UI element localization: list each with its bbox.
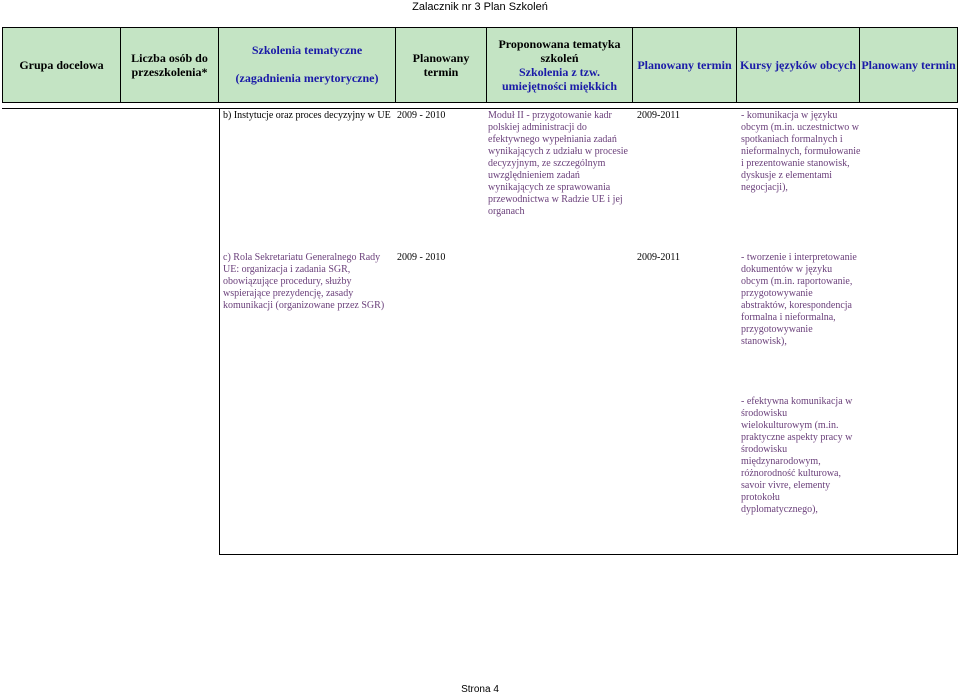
header-topics: Szkolenia tematyczne (zagadnienia merytoryczne) [219,28,395,102]
row-b-topic: b) Instytucje oraz proces decyzyjny w UE [223,110,391,121]
row-b-language: - komunikacja w języku obcym (m.in. uczestnictwo w spotkaniach formalnych i nieformalnych, formułowanie i prezentowanie stanowisk, dyskusje z elementami negocjacji), [741,110,861,193]
header-language: Kursy języków obcych [737,28,859,102]
row-c-topic: c) Rola Sekretariatu Generalnego Rady UE: organizacja i zadania SGR, obowiązujące procedury, służby wspierające prezydencję, zasady komunikacji (organizowane przez SGR) [223,252,385,311]
header-proposed: Proponowana tematyka szkoleń Szkolenia z tzw. umiejętności miękkich [487,28,632,102]
row-b-soft-skills: Moduł II - przygotowanie kadr polskiej administracji do efektywnego wypełniania zadań wynikających z udziału w procesie decyzyjnym, ze szczególnym uwzględnieniem zadań wynikających ze sprawowania przewodnictwa w Radzie UE i jej organach [488,110,628,217]
row-b-term1: 2009 - 2010 [397,110,446,121]
header-term1: Planowany termin [396,28,486,102]
row-b-term2: 2009-2011 [637,110,680,121]
row-c-term1: 2009 - 2010 [397,252,446,263]
page-footer: Strona 4 [461,684,499,695]
header-target-group: Grupa docelowa [3,28,120,102]
header-persons: Liczba osób do przeszkolenia* [121,28,218,102]
header-term3: Planowany termin [860,28,957,102]
row-c-term2: 2009-2011 [637,252,680,263]
row-c-language: - tworzenie i interpretowanie dokumentów w języku obcym (m.in. raportowanie, przygotowywanie abstraktów, korespondencja formalna i nieformalna, przygotowywanie stanowisk), [741,252,857,347]
page-header: Zalacznik nr 3 Plan Szkoleń [412,1,548,13]
row-c-language-2: - efektywna komunikacja w środowisku wielokulturowym (m.in. praktyczne aspekty pracy w środowisku międzynarodowym, różnorodność kulturowa, savoir vivre, elementy protokołu dyplomatycznego), [741,396,853,515]
header-term2: Planowany termin [633,28,736,102]
